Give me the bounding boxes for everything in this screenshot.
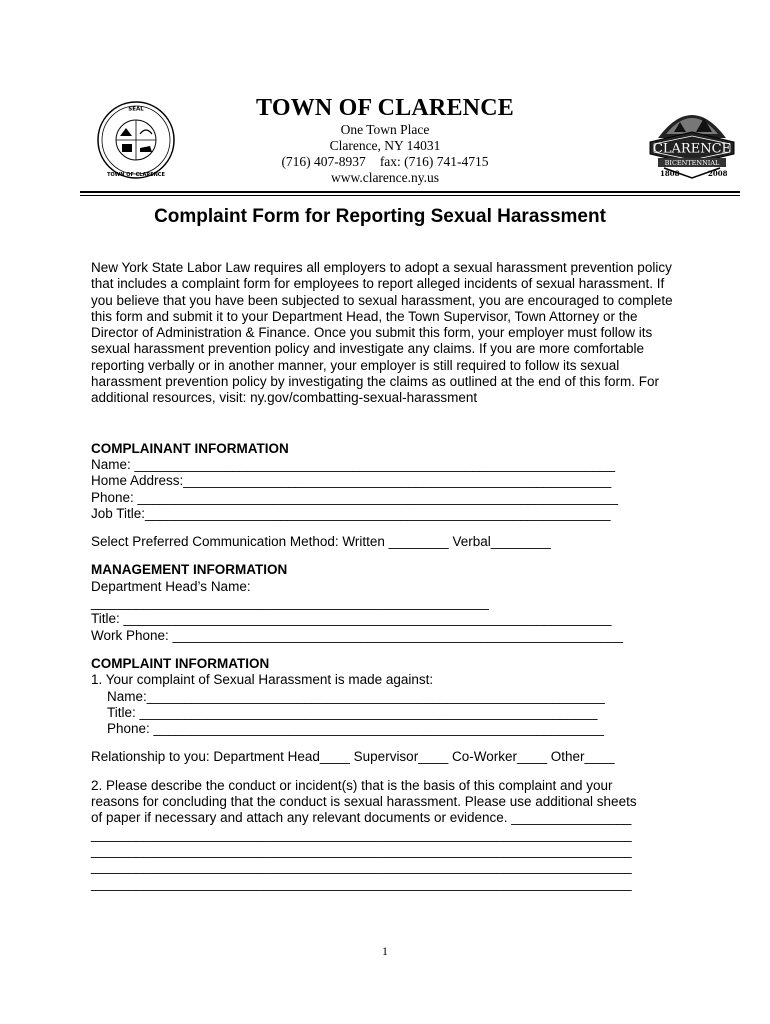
intro-paragraph: New York State Labor Law requires all employers to adopt a sexual harassment prevention policy that includes a complaint form for employees to report alleged incidents of sexual harassment. If you believe that you have been subjected to sexual harassment, you are encouraged to complete this form and submit it to your Department Head, the Town Supervisor, Town Attorney or the Director of Administration & Finance. Once you submit this form, your employer must follow its sexual harassment prevention policy and investigate any claims. If you are more comfortable reporting verbally or in another manner, your employer is still required to follow its sexual harassment prevention policy by investigating the claims as outlined at the end of this form. For additional resources, visit: ny.gov/combatting-sexual-harassment — [91, 260, 673, 406]
address-line-2: Clarence, NY 14031 — [329, 138, 441, 153]
phone-number: (716) 407-8937 — [281, 154, 366, 169]
management-heading: MANAGEMENT INFORMATION — [91, 562, 288, 578]
form-title: Complaint Form for Reporting Sexual Harassment — [154, 206, 606, 227]
complainant-name-field[interactable]: Name: ________________________________________________________________ — [91, 456, 616, 472]
complaint-heading: COMPLAINT INFORMATION — [91, 655, 270, 671]
communication-method-field[interactable]: Select Preferred Communication Method: Written ________ Verbal________ — [91, 534, 551, 550]
relationship-field[interactable]: Relationship to you: Department Head____ Supervisor____ Co-Worker____ Other____ — [91, 749, 615, 765]
accused-name-field[interactable]: Name:_____________________________________________________________ — [107, 688, 605, 704]
page-number: 1 — [382, 944, 388, 958]
question-2-line-2: reasons for concluding that the conduct is sexual harassment. Please use additional sheets — [91, 794, 637, 810]
description-blank-line[interactable]: ________________________________________________________________________ — [91, 859, 632, 875]
complainant-job-title-field[interactable]: Job Title:______________________________________________________________ — [91, 505, 611, 521]
complainant-address-field[interactable]: Home Address:_________________________________________________________ — [91, 473, 612, 489]
contact-numbers — [200, 154, 570, 170]
accused-phone-field[interactable]: Phone: ____________________________________________________________ — [107, 721, 605, 737]
org-name: TOWN OF CLARENCE — [256, 95, 514, 121]
form-body — [91, 260, 691, 892]
address-line-1: One Town Place — [340, 122, 430, 137]
complainant-phone-field[interactable]: Phone: ________________________________________________________________ — [91, 489, 619, 505]
website: www.clarence.ny.us — [330, 170, 440, 185]
work-phone-field[interactable]: Work Phone: ____________________________________________________________ — [91, 627, 624, 643]
manager-title-field[interactable]: Title: _________________________________________________________________ — [91, 611, 612, 627]
header-divider — [80, 191, 740, 193]
letterhead — [200, 94, 570, 186]
complainant-heading: COMPLAINANT INFORMATION — [91, 440, 289, 456]
svg-text:TOWN OF CLARENCE: TOWN OF CLARENCE — [107, 172, 165, 178]
svg-text:2008: 2008 — [708, 169, 728, 178]
svg-text:CLARENCE: CLARENCE — [652, 141, 732, 157]
description-blank-line[interactable]: ________________________________________________________________________ — [91, 875, 632, 891]
svg-text:SEAL: SEAL — [128, 106, 144, 113]
header-divider-thin — [80, 195, 740, 196]
dept-head-field[interactable]: _____________________________________________________ — [91, 595, 489, 611]
svg-text:BICENTENNIAL: BICENTENNIAL — [664, 159, 720, 167]
bicentennial-logo — [644, 98, 740, 182]
description-blank-line[interactable]: ________________________________________________________________________ — [91, 842, 632, 858]
description-blank-line[interactable]: ________________________________________________________________________ — [91, 826, 632, 842]
town-seal-logo — [96, 100, 176, 180]
svg-text:1808: 1808 — [660, 169, 680, 178]
question-2-line-3[interactable]: of paper if necessary and attach any relevant documents or evidence. ________________ — [91, 810, 632, 826]
question-1: 1. Your complaint of Sexual Harassment is made against: — [91, 672, 434, 688]
accused-title-field[interactable]: Title: _____________________________________________________________ — [107, 704, 598, 720]
fax-number: fax: (716) 741-4715 — [379, 154, 489, 169]
dept-head-label: Department Head’s Name: — [91, 578, 251, 594]
question-2-line-1: 2. Please describe the conduct or incident(s) that is the basis of this complaint and your — [91, 777, 613, 793]
